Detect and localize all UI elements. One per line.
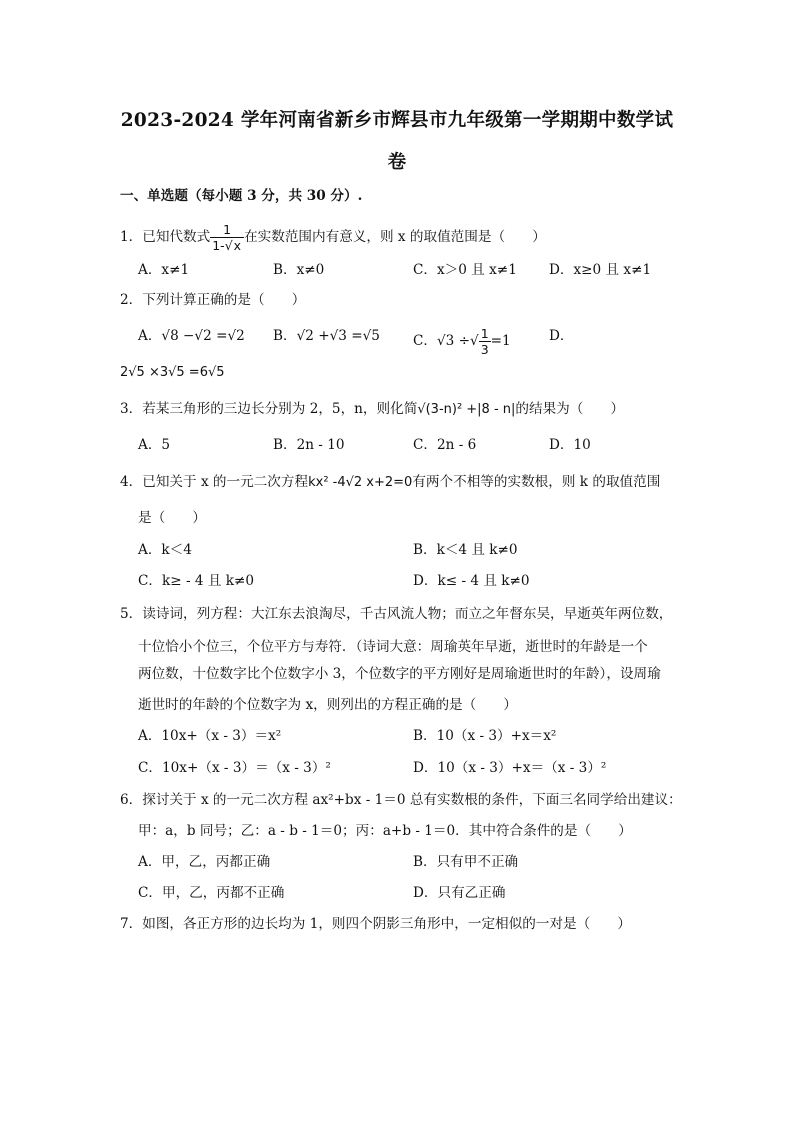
option-b: B．2n - 10 <box>273 437 345 453</box>
question-3 <box>120 399 624 420</box>
option-d: D．10（x - 3）+x＝（x - 3）² <box>413 760 607 776</box>
option-c: C．√3 ÷√ $\frac{1}{3}$ =1 <box>413 326 511 357</box>
question-7: 7．如图，各正方形的边长均为 1，则四个阴影三角形中，一定相似的一对是（ ） <box>120 916 631 932</box>
option-b: B．只有甲不正确 <box>413 854 519 870</box>
question-5-line: 两位数，十位数字比个位数字小 3，个位数字的平方刚好是周瑜逝世时的年龄），设周瑜 <box>138 666 661 682</box>
document-title: 2023-2024 学年河南省新乡市辉县市九年级第一学期期中数学试 <box>120 110 674 131</box>
option-d: D．x≥0 且 x≠1 <box>549 262 652 278</box>
option-a: A．k＜4 <box>138 542 192 558</box>
math-expression: kx² -4√2 x+2=0 <box>308 475 413 490</box>
question-6: 6．探讨关于 x 的一元二次方程 ax²+bx - 1＝0 总有实数根的条件，下面三名同学给出建议： <box>120 792 682 808</box>
option-c: C．甲，乙，丙都不正确 <box>138 885 285 901</box>
question-4-stem-end: 有两个不相等的实数根，则 k 的取值范围 <box>412 474 661 490</box>
option-c: C．k≥ - 4 且 k≠0 <box>138 573 255 589</box>
option-a: A．√8 −√2 =√2 <box>138 328 245 344</box>
question-1 <box>120 222 546 253</box>
radicand: x <box>233 238 242 253</box>
fraction <box>479 326 491 357</box>
question-3-stem: 3．若某三角形的三边长分别为 2，5，n，则化简 <box>120 401 418 417</box>
question-5: 5．读诗词，列方程：大江东去浪淘尽，千古风流人物；而立之年督东吴，早逝英年两位数， <box>120 606 673 622</box>
option-d: D．k≤ - 4 且 k≠0 <box>413 573 530 589</box>
option-c-right: =1 <box>490 333 511 349</box>
option-a: A．x≠1 <box>138 262 190 278</box>
option-b: B．√2 +√3 =√5 <box>273 328 380 344</box>
fraction-denominator: 1- <box>212 238 225 253</box>
question-4-stem: 4．已知关于 x 的一元二次方程 <box>120 474 309 490</box>
question-5-line: 十位恰小个位三，个位平方与寿符．（诗词大意：周瑜英年早逝，逝世时的年龄是一个 <box>138 639 648 655</box>
option-c: C．10x+（x - 3）＝（x - 3）² <box>138 760 331 776</box>
option-c-left: C．√3 ÷ <box>413 333 471 349</box>
option-b: B．x≠0 <box>273 262 325 278</box>
fraction: $\frac{1}{1-√x}$ <box>210 222 244 253</box>
option-d: D． <box>549 328 574 344</box>
question-6-line: 甲：a，b 同号；乙：a - b - 1＝0；丙：a+b - 1＝0．其中符合条件的是（ ） <box>138 823 632 839</box>
question-4 <box>120 472 660 493</box>
fraction-denominator: 3 <box>480 342 489 357</box>
fraction-numerator: 1 <box>480 326 489 341</box>
option-b: B．10（x - 3）+x＝x² <box>413 728 557 744</box>
fraction-numerator: 1 <box>210 222 244 238</box>
option-c: C．2n - 6 <box>413 437 477 453</box>
option-a: A．甲，乙，丙都正确 <box>138 854 271 870</box>
option-d: D．只有乙正确 <box>413 885 506 901</box>
question-4-continued: 是（ ） <box>138 510 206 526</box>
option-b: B．k＜4 且 k≠0 <box>413 542 518 558</box>
option-a: A．10x+（x - 3）＝x² <box>138 728 282 744</box>
question-5-line: 逝世时的年龄的个位数字为 x，则列出的方程正确的是（ ） <box>138 697 518 713</box>
question-1-prefix: 1．已知代数式 <box>120 229 211 245</box>
question-2: 2．下列计算正确的是（ ） <box>120 292 306 308</box>
option-d-expression: 2√5 ×3√5 =6√5 <box>120 365 225 380</box>
document-title-continued: 卷 <box>387 152 407 173</box>
question-1-suffix: 在实数范围内有意义，则 x 的取值范围是（ ） <box>244 229 546 245</box>
question-3-stem-end: 的结果为（ ） <box>515 401 625 417</box>
option-a: A．5 <box>138 437 171 453</box>
section-heading: 一、单选题（每小题 3 分，共 30 分）. <box>120 188 363 204</box>
option-c: C．x＞0 且 x≠1 <box>413 262 517 278</box>
math-expression: √(3-n)² +|8 - n| <box>417 402 516 417</box>
option-d: D．10 <box>549 437 591 453</box>
